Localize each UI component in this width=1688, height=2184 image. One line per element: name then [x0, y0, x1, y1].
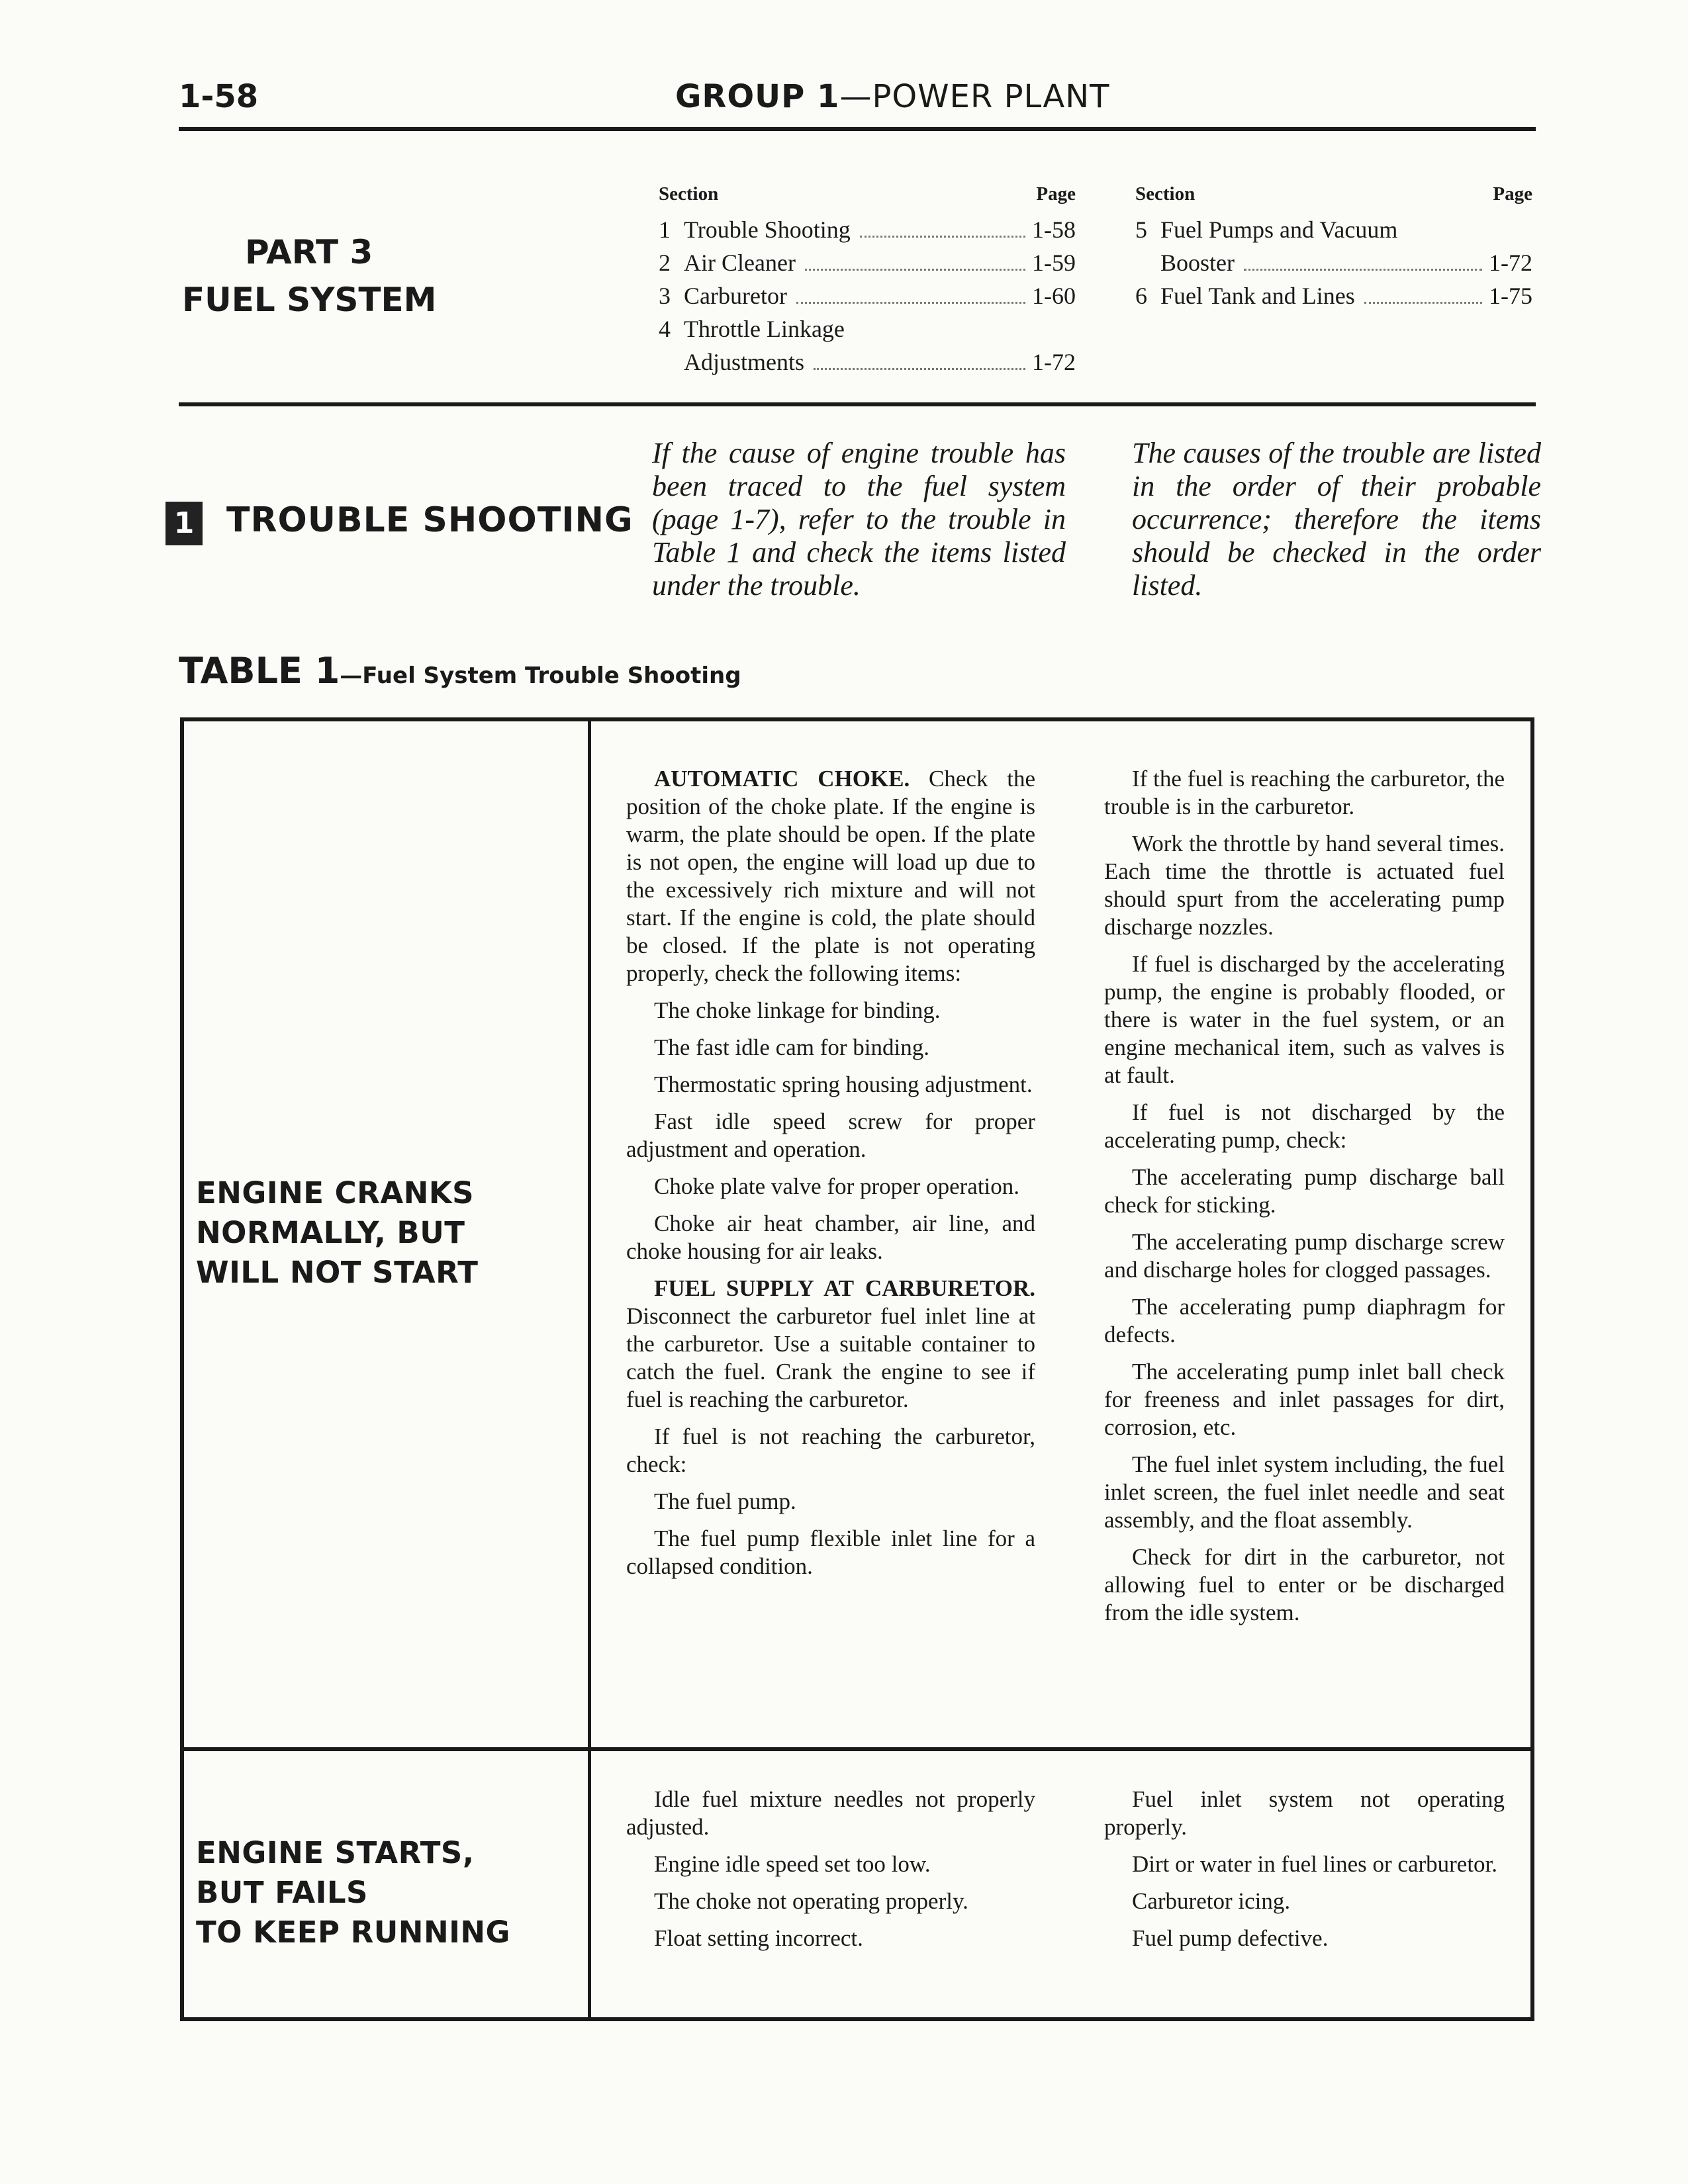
toc-num: 4: [659, 316, 671, 342]
check-item: The accelerating pump diaphragm for defects.: [1104, 1294, 1505, 1347]
toc-entry-continued[interactable]: [659, 345, 1076, 379]
table-cell-checks-col2: [1104, 765, 1505, 1636]
check-item: Work the throttle by hand several times. Each time the throttle is actuated fuel should spurt from the accelerating pump discharge nozzles.: [1104, 831, 1505, 940]
toc-num: 2: [659, 250, 671, 276]
check-item: Fuel pump defective.: [1132, 1925, 1329, 1951]
toc-page: 1-58: [1032, 216, 1076, 243]
toc-right-column: [1135, 177, 1532, 312]
check-item: The choke not operating properly.: [654, 1888, 968, 1914]
check-item-heading: AUTOMATIC CHOKE.: [654, 766, 910, 792]
toc-page: 1-72: [1032, 349, 1076, 375]
toc-title: Trouble Shooting: [684, 216, 851, 243]
toc-leader-dots: [805, 269, 1025, 271]
trouble-label: [196, 1173, 478, 1293]
toc-entry[interactable]: [659, 312, 1076, 345]
table-title-main: TABLE 1: [179, 650, 340, 692]
check-item: Dirt or water in fuel lines or carburetor.: [1132, 1851, 1498, 1877]
toc-num: 6: [1135, 283, 1147, 309]
toc-page: 1-72: [1489, 250, 1532, 276]
table-cell-checks-col1: [626, 765, 1035, 1590]
check-item: Float setting incorrect.: [654, 1925, 863, 1951]
toc-page-heading: Page: [1036, 183, 1076, 205]
check-item: Choke plate valve for proper operation.: [654, 1173, 1020, 1199]
check-item: AUTOMATIC CHOKE. Check the position of the choke plate. If the engine is warm, the plate should be open. If the plate is not open, the engine will load up due to the excessively rich mixture and will not start. If the engine is cold, the plate should be closed. If the plate is not operating properly, check the following items:: [626, 766, 1035, 986]
part-label: PART 3: [245, 233, 373, 271]
toc-num: 1: [659, 216, 671, 243]
check-item: Carburetor icing.: [1132, 1888, 1291, 1914]
toc-num: 3: [659, 283, 671, 309]
intro-paragraph-left: If the cause of engine trouble has been traced to the fuel system (page 1-7), refer to the trouble in Table 1 and check the items listed under the trouble.: [652, 437, 1066, 602]
group-title: [675, 78, 1109, 115]
check-item: FUEL SUPPLY AT CARBURETOR. Disconnect the carburetor fuel inlet line at the carburetor. Use a suitable container to catch the fuel. Crank the engine to see if fuel is reaching the carburetor.: [626, 1275, 1035, 1412]
trouble-label-line: ENGINE STARTS,: [196, 1835, 475, 1870]
table-cell-checks-col1: [626, 1786, 1035, 1962]
toc-page: 1-59: [1032, 250, 1076, 276]
toc-entry[interactable]: [659, 246, 1076, 279]
toc-section-heading: Section: [659, 183, 719, 205]
intro-paragraph-right: The causes of the trouble are listed in the order of their probable occurrence; therefore the items should be checked in the order listed.: [1132, 437, 1541, 602]
toc-entry[interactable]: [659, 213, 1076, 246]
check-item: Thermostatic spring housing adjustment.: [654, 1071, 1033, 1097]
check-item: Idle fuel mixture needles not properly adjusted.: [626, 1786, 1035, 1840]
check-item: The fast idle cam for binding.: [654, 1034, 929, 1060]
page-number: 1-58: [179, 78, 259, 115]
table-column-divider: [588, 721, 591, 2017]
check-item: The accelerating pump inlet ball check for freeness and inlet passages for dirt, corrosion, etc.: [1104, 1359, 1505, 1440]
toc-leader-dots: [860, 236, 1025, 238]
trouble-label-line: WILL NOT START: [196, 1255, 479, 1290]
check-item: If fuel is discharged by the accelerating pump, the engine is probably flooded, or there is water in the fuel system, or an engine mechanical item, such as valves is at fault.: [1104, 951, 1505, 1088]
toc-title: Fuel Tank and Lines: [1160, 283, 1355, 309]
check-item: The fuel pump.: [654, 1488, 796, 1514]
check-item: The accelerating pump discharge ball check for sticking.: [1104, 1164, 1505, 1218]
check-item: The fuel pump flexible inlet line for a collapsed condition.: [626, 1525, 1035, 1579]
check-item: If fuel is not discharged by the accelerating pump, check:: [1104, 1099, 1505, 1153]
toc-num: 5: [1135, 216, 1147, 243]
toc-title: Throttle Linkage: [684, 316, 845, 342]
toc-section-heading: Section: [1135, 183, 1196, 205]
check-item: Choke air heat chamber, air line, and choke housing for air leaks.: [626, 1210, 1035, 1264]
check-item: Fuel inlet system not operating properly.: [1104, 1786, 1505, 1840]
table-title: [179, 650, 741, 692]
toc-title: Adjustments: [684, 349, 805, 375]
check-item: If the fuel is reaching the carburetor, the trouble is in the carburetor.: [1104, 766, 1505, 819]
trouble-label-line: TO KEEP RUNNING: [196, 1915, 510, 1950]
toc-leader-dots: [796, 302, 1025, 304]
toc-entry[interactable]: [1135, 279, 1532, 312]
toc-leader-dots: [814, 368, 1025, 370]
check-item: Engine idle speed set too low.: [654, 1851, 931, 1877]
table-subtitle: —Fuel System Trouble Shooting: [340, 662, 741, 689]
header-rule: [179, 127, 1536, 131]
group-title-rest: —POWER PLANT: [839, 78, 1110, 115]
toc-title: Air Cleaner: [684, 250, 796, 276]
trouble-label-line: BUT FAILS: [196, 1875, 368, 1910]
toc-entry-continued[interactable]: [1135, 246, 1532, 279]
toc-entry[interactable]: [659, 279, 1076, 312]
check-item: The fuel inlet system including, the fuel inlet screen, the fuel inlet needle and seat assembly, and the float assembly.: [1104, 1451, 1505, 1533]
toc-left-column: [659, 177, 1076, 379]
toc-title: Booster: [1160, 250, 1235, 276]
toc-header: [1135, 177, 1532, 210]
section-number-badge: 1: [165, 502, 203, 545]
toc-title: Fuel Pumps and Vacuum: [1160, 216, 1398, 243]
trouble-shooting-table: [180, 717, 1534, 2021]
toc-page: 1-75: [1489, 283, 1532, 309]
check-item: If fuel is not reaching the carburetor, check:: [626, 1424, 1035, 1477]
check-item: The choke linkage for binding.: [654, 997, 941, 1023]
trouble-label: [196, 1833, 510, 1952]
toc-leader-dots: [1244, 269, 1482, 271]
toc-leader-dots: [1364, 302, 1482, 304]
check-item-heading: FUEL SUPPLY AT CARBURETOR.: [654, 1275, 1035, 1301]
check-item: Check for dirt in the carburetor, not allowing fuel to enter or be discharged from the idle system.: [1104, 1544, 1505, 1625]
toc-header: [659, 177, 1076, 210]
check-item: Fast idle speed screw for proper adjustment and operation.: [626, 1109, 1035, 1162]
section-rule: [179, 402, 1536, 406]
group-title-bold: GROUP 1: [675, 78, 840, 115]
toc-title: Carburetor: [684, 283, 787, 309]
toc-page-heading: Page: [1493, 183, 1532, 205]
check-item: The accelerating pump discharge screw and discharge holes for clogged passages.: [1104, 1229, 1505, 1283]
section-title: TROUBLE SHOOTING: [226, 500, 633, 540]
trouble-label-line: NORMALLY, BUT: [196, 1215, 465, 1250]
trouble-label-line: ENGINE CRANKS: [196, 1175, 475, 1210]
toc-entry[interactable]: [1135, 213, 1532, 246]
table-cell-checks-col2: [1104, 1786, 1505, 1962]
toc-page: 1-60: [1032, 283, 1076, 309]
part-name: FUEL SYSTEM: [182, 281, 437, 319]
table-row-divider: [184, 1747, 1530, 1751]
